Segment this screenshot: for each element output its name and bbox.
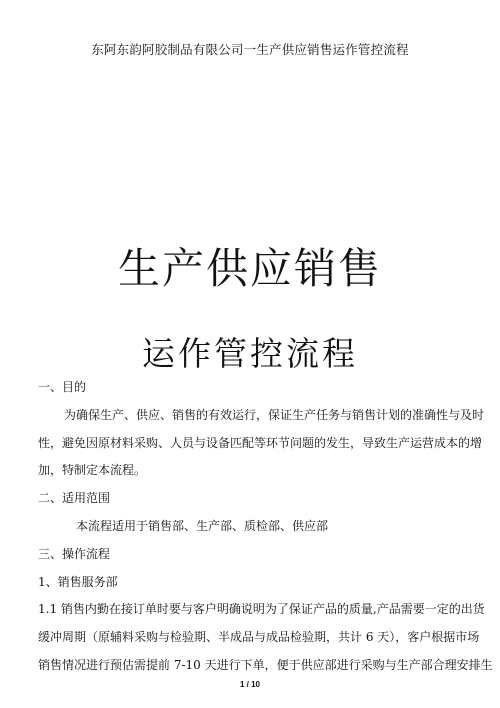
subsection-heading-sales: 1、销售服务部 xyxy=(38,574,118,589)
paragraph-line: 缓冲周期（原辅料采购与检验期、半成品与成品检验期，共计 6 天），客户根据市场 xyxy=(38,630,480,645)
paragraph-line: 为确保生产、供应、销售的有效运行，保证生产任务与销售计划的准确性与及时 xyxy=(64,407,485,422)
paragraph-line: 销售情况进行预估需提前 7-10 天进行下单，便于供应部进行采购与生产部合理安排生 xyxy=(38,657,493,672)
paragraph-line: 加，特制定本流程。 xyxy=(38,463,147,478)
section-heading-purpose: 一、目的 xyxy=(38,380,87,394)
paragraph-line: 1.1 销售内勤在接订单时要与客户明确说明为了保证产品的质量,产品需要一定的出货 xyxy=(38,602,485,617)
title-line-1: 生产供应销售 xyxy=(117,244,382,293)
document-body xyxy=(38,374,493,680)
document-header: 东阿东韵阿胶制品有限公司一生产供应销售运作管控流程 xyxy=(91,42,409,57)
page-number: 1 / 10 xyxy=(239,680,260,689)
section-heading-scope: 二、适用范围 xyxy=(38,491,111,506)
title-line-2: 运作管控流程 xyxy=(142,334,358,373)
paragraph-line: 性，避免因原材料采购、人员与设备匹配等环节问题的发生，导致生产运营成本的增 xyxy=(38,435,483,450)
paragraph-line: 本流程适用于销售部、生产部、质检部、供应部 xyxy=(76,518,329,533)
section-heading-process: 三、操作流程 xyxy=(38,546,111,561)
